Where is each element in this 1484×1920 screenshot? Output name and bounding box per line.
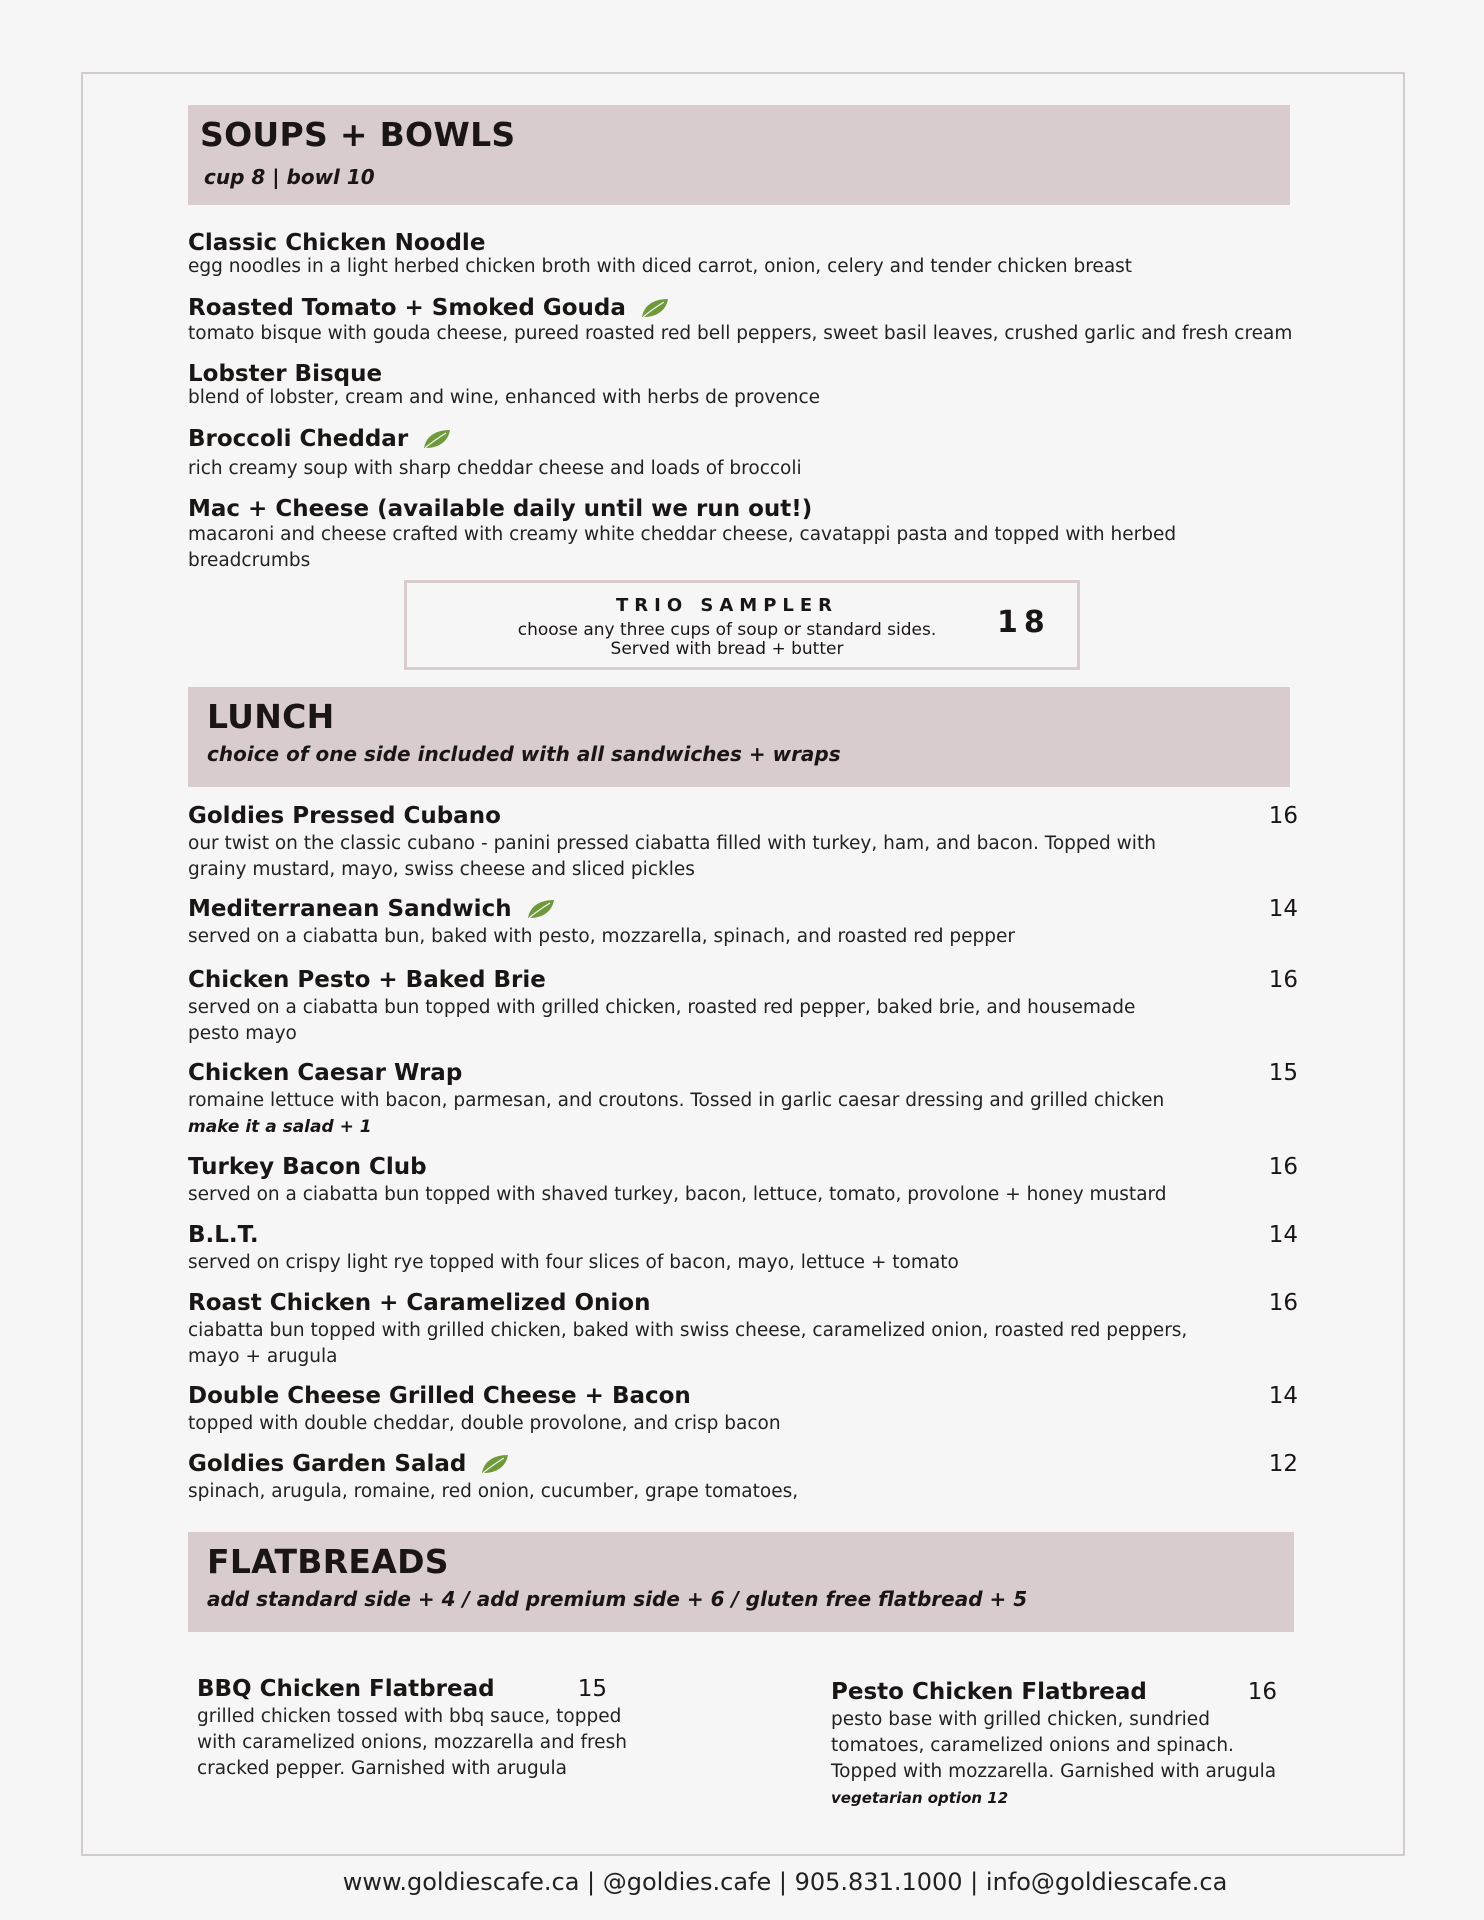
item-description: macaroni and cheese crafted with creamy white cheddar cheese, cavatappi pasta and topped with herbed breadcrumbs: [188, 524, 1177, 571]
item-note: vegetarian option 12: [831, 1789, 1009, 1807]
soups-subtitle: cup 8 | bowl 10: [204, 165, 375, 189]
flatbreads-banner: [188, 1532, 1294, 1632]
item-description: served on a ciabatta bun, baked with pesto, mozzarella, spinach, and roasted red pepper: [188, 926, 1016, 947]
vegetarian-leaf-icon: [640, 297, 670, 319]
lunch-item: [188, 1381, 1298, 1437]
soups-heading: SOUPS + BOWLS: [200, 115, 516, 154]
item-price: 14: [1268, 1222, 1298, 1248]
sampler-line-2: Served with bread + butter: [610, 639, 844, 659]
item-name: Chicken Pesto + Baked Brie: [188, 967, 546, 993]
flatbread-item: [831, 1677, 1277, 1811]
sampler-description: [407, 621, 1047, 659]
item-name: Chicken Caesar Wrap: [188, 1060, 463, 1086]
lunch-item: [188, 801, 1298, 883]
item-name: Mac + Cheese (available daily until we run out!): [188, 496, 813, 522]
sampler-title: TRIO SAMPLER: [615, 595, 839, 616]
item-description: tomato bisque with gouda cheese, pureed roasted red bell peppers, sweet basil leaves, crushed garlic and fresh cream: [188, 323, 1293, 344]
item-description: served on a ciabatta bun topped with shaved turkey, bacon, lettuce, tomato, provolone + honey mustard: [188, 1184, 1167, 1205]
item-price: 16: [1268, 967, 1298, 993]
lunch-item: [188, 1449, 1298, 1505]
item-price: 16: [1268, 803, 1298, 829]
item-price: 16: [1268, 1154, 1298, 1180]
vegetarian-leaf-icon: [526, 898, 556, 920]
soups-banner: [188, 105, 1290, 205]
flatbread-item: [197, 1674, 667, 1782]
item-name-row: [188, 1449, 510, 1479]
vegetarian-leaf-icon: [422, 428, 452, 450]
soup-item: [188, 293, 1298, 347]
item-price: 16: [1268, 1290, 1298, 1316]
item-description: our twist on the classic cubano - panini pressed ciabatta filled with turkey, ham, and bacon. Topped with grainy mustard, mayo, swiss cheese and sliced pickles: [188, 833, 1156, 880]
item-name: Roasted Tomato + Smoked Gouda: [188, 295, 626, 321]
item-price: 14: [1268, 896, 1298, 922]
item-name-row: [188, 894, 556, 924]
item-description: grilled chicken tossed with bbq sauce, topped with caramelized onions, mozzarella and fresh cracked pepper. Garnished with arugula: [197, 1706, 627, 1779]
sampler-price: 18: [997, 605, 1051, 640]
soup-item: [188, 228, 1298, 280]
item-description: topped with double cheddar, double provolone, and crisp bacon: [188, 1413, 781, 1434]
sampler-line-1: choose any three cups of soup or standard sides.: [517, 620, 937, 640]
lunch-heading: LUNCH: [207, 697, 335, 736]
item-name: Classic Chicken Noodle: [188, 230, 486, 256]
item-description: served on crispy light rye topped with four slices of bacon, mayo, lettuce + tomato: [188, 1252, 959, 1273]
item-name: Mediterranean Sandwich: [188, 896, 512, 922]
lunch-item: [188, 894, 1298, 950]
item-name-row: [188, 424, 452, 454]
item-name-row: [188, 293, 670, 323]
item-price: 15: [1268, 1060, 1298, 1086]
item-description: rich creamy soup with sharp cheddar cheese and loads of broccoli: [188, 458, 802, 479]
soup-item: [188, 359, 1298, 411]
soup-item: [188, 424, 1298, 482]
lunch-item: [188, 1058, 1298, 1140]
item-name: Lobster Bisque: [188, 361, 383, 387]
item-name: Turkey Bacon Club: [188, 1154, 427, 1180]
item-price: 12: [1268, 1451, 1298, 1477]
lunch-item: [188, 965, 1298, 1047]
item-description: egg noodles in a light herbed chicken broth with diced carrot, onion, celery and tender chicken breast: [188, 256, 1133, 277]
item-name: Pesto Chicken Flatbread: [831, 1679, 1147, 1705]
item-name: BBQ Chicken Flatbread: [197, 1676, 495, 1702]
soup-item: [188, 494, 1298, 574]
trio-sampler-box: [404, 580, 1080, 670]
item-name: Goldies Garden Salad: [188, 1451, 467, 1477]
lunch-item: [188, 1152, 1298, 1208]
item-description: pesto base with grilled chicken, sundried tomatoes, caramelized onions and spinach. Topped with mozzarella. Garnished with arugula: [831, 1709, 1277, 1782]
item-description: blend of lobster, cream and wine, enhanced with herbs de provence: [188, 387, 821, 408]
lunch-subtitle: choice of one side included with all sandwiches + wraps: [207, 742, 841, 766]
item-description: romaine lettuce with bacon, parmesan, and croutons. Tossed in garlic caesar dressing and grilled chicken: [188, 1090, 1165, 1111]
vegetarian-leaf-icon: [480, 1453, 510, 1475]
item-description: spinach, arugula, romaine, red onion, cucumber, grape tomatoes,: [188, 1481, 799, 1502]
lunch-item: [188, 1288, 1298, 1370]
lunch-item: [188, 1220, 1298, 1276]
item-name: Roast Chicken + Caramelized Onion: [188, 1290, 651, 1316]
item-name: Goldies Pressed Cubano: [188, 803, 501, 829]
item-name: Double Cheese Grilled Cheese + Bacon: [188, 1383, 691, 1409]
item-note: make it a salad + 1: [188, 1117, 372, 1137]
item-description: served on a ciabatta bun topped with grilled chicken, roasted red pepper, baked brie, and housemade pesto mayo: [188, 997, 1136, 1044]
flatbreads-heading: FLATBREADS: [207, 1542, 449, 1581]
lunch-banner: [188, 687, 1290, 787]
item-price: 16: [1247, 1679, 1277, 1705]
item-name: B.L.T.: [188, 1222, 259, 1248]
contact-footer: www.goldiescafe.ca | @goldies.cafe | 905.831.1000 | info@goldiescafe.ca: [342, 1868, 1228, 1896]
item-description: ciabatta bun topped with grilled chicken, baked with swiss cheese, caramelized onion, roasted red peppers, mayo + arugula: [188, 1320, 1188, 1367]
item-price: 14: [1268, 1383, 1298, 1409]
item-name: Broccoli Cheddar: [188, 426, 409, 452]
item-price: 15: [577, 1676, 607, 1702]
flatbreads-subtitle: add standard side + 4 / add premium side + 6 / gluten free flatbread + 5: [207, 1587, 1028, 1611]
